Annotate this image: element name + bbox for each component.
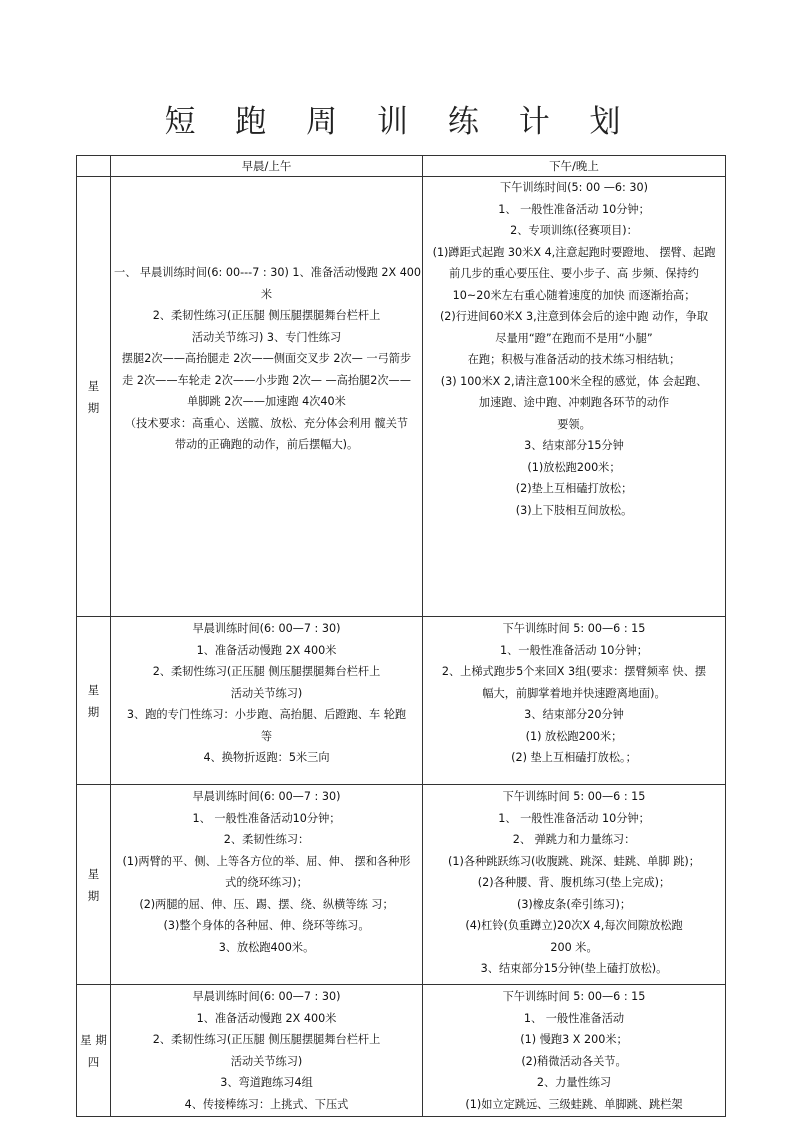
plan-line: 1、准备活动慢跑 2X 400米 [196, 1011, 337, 1025]
plan-line: 幅大，前脚掌着地并快速蹬离地面)。 [482, 686, 666, 700]
plan-line: (4)杠铃(负重蹲立)20次X 4,每次间隙放松跑 [465, 919, 683, 932]
plan-line: 3、结束部分20分钟 [524, 708, 624, 721]
plan-line: (2)各种腰、背、腹机练习(垫上完成)； [477, 876, 671, 889]
plan-line: 单脚跳 2次——加速跑 4次40米 [187, 395, 346, 408]
plan-line: 1、 一般性准备活动 10分钟； [498, 202, 650, 216]
header-corner-cell [77, 156, 111, 177]
table-row [77, 177, 726, 617]
day-label-line: 期 [87, 888, 100, 903]
plan-line: 早晨训练时间(6: 00—7 : 30) [192, 990, 341, 1003]
plan-line: 2、柔韧性练习： [223, 833, 310, 846]
day-label-line: 星 期 [80, 1032, 107, 1047]
day-label-line: 四 [87, 1054, 100, 1069]
plan-line: 1、 一般性准备活动 [523, 1011, 625, 1025]
plan-line: 活动关节练习) 3、专门性练习 [191, 330, 342, 344]
plan-line: 2、 弹跳力和力量练习： [512, 833, 636, 846]
plan-line: 早晨训练时间(6: 00—7 : 30) [192, 790, 341, 803]
evening-plan-cell [423, 177, 726, 617]
evening-plan-cell [423, 985, 726, 1117]
table-row [77, 985, 726, 1117]
header-evening: 下午/晚上 [423, 156, 726, 177]
plan-line: (2)两腿的屈、伸、压、踢、摆、绕、纵横等练 习； [139, 897, 394, 911]
plan-line: 下午训练时间 5: 00—6 : 15 [502, 990, 646, 1003]
plan-line: 米 [260, 287, 273, 301]
plan-line: (1) 放松跑200米； [525, 729, 623, 743]
day-label-line: 期 [87, 704, 100, 719]
plan-line: 1、准备活动慢跑 2X 400米 [196, 643, 337, 657]
plan-line: 10~20米左右重心随着速度的加快 而逐渐抬高； [452, 288, 696, 302]
plan-line: 等 [260, 729, 273, 743]
plan-line: (1) 慢跑3 X 200米； [520, 1033, 628, 1046]
morning-plan-cell [111, 617, 423, 785]
table-row [77, 785, 726, 985]
morning-plan-cell [111, 785, 423, 985]
training-plan-table [76, 155, 726, 1117]
plan-line: 走 2次——车轮走 2次——小步跑 2次— —高抬腿2次—— [122, 373, 411, 387]
plan-line: 2、专项训练(径赛项目)： [510, 224, 638, 237]
table-header-row [77, 156, 726, 177]
plan-line: (1)如立定跳远、三级蛙跳、单脚跳、跳栏架 [465, 1097, 683, 1111]
plan-line: 前几步的重心要压住、要小步子、高 步频、保持约 [449, 267, 699, 280]
plan-line: （技术要求：高重心、送髋、放松、充分体会利用 髋关节 [124, 416, 409, 430]
plan-line: (2)垫上互相磕打放松； [515, 482, 633, 495]
header-morning: 早晨/上午 [111, 156, 423, 177]
page-title: 短 跑 周 训 练 计 划 [164, 104, 636, 140]
plan-line: 3、结束部分15分钟 [524, 439, 624, 452]
day-label-cell [77, 785, 111, 985]
plan-line: 4、换物折返跑：5米三向 [203, 751, 330, 764]
plan-line: (3) 100米X 2,请注意100米全程的感觉，体 会起跑、 [440, 374, 708, 388]
plan-line: 下午训练时间 5: 00—6 : 15 [502, 622, 646, 635]
plan-line: 活动关节练习) [230, 1054, 303, 1068]
morning-plan-cell [111, 177, 423, 617]
plan-line: (3)上下肢相互间放松。 [515, 503, 633, 517]
plan-line: (1)各种跳跃练习(收腹跳、跳深、蛙跳、单脚 跳)； [448, 854, 700, 868]
plan-line: 下午训练时间 5: 00—6 : 15 [502, 790, 646, 803]
plan-line: 2、力量性练习 [536, 1076, 612, 1089]
plan-line: 早晨训练时间(6: 00—7 : 30) [192, 622, 341, 635]
plan-line: 在跑；积极与准备活动的技术练习相结轨； [467, 353, 681, 366]
plan-line: 下午训练时间(5: 00 —6: 30) [500, 181, 648, 194]
plan-line: (1)放松跑200米； [527, 460, 621, 474]
plan-line: (3)整个身体的各种屈、伸、绕环等练习。 [163, 919, 370, 932]
plan-line: 3、弯道跑练习4组 [220, 1076, 313, 1089]
plan-line: (2)行进间60米X 3,注意到体会后的途中跑 动作，争取 [439, 310, 709, 323]
plan-line: 尽量用“蹬”在跑而不是用“小腿” [495, 331, 653, 345]
day-label-line: 星 [87, 682, 100, 697]
plan-line: 一、 早晨训练时间(6: 00---7 : 30) 1、准备活动慢跑 2X 400 [114, 266, 422, 279]
plan-line: 1、 一般性准备活动10分钟； [192, 811, 341, 825]
plan-line: 3、结束部分15分钟(垫上磕打放松)。 [480, 962, 668, 975]
plan-line: 活动关节练习) [230, 686, 303, 700]
day-label-cell [77, 985, 111, 1117]
plan-line: 2、柔韧性练习(正压腿 侧压腿摆腿舞台栏杆上 [152, 309, 381, 322]
plan-line: (1)两臂的平、侧、上等各方位的举、屈、伸、 摆和各种形 [122, 854, 411, 868]
day-label-line: 星 [87, 866, 100, 881]
evening-plan-cell [423, 785, 726, 985]
morning-plan-cell [111, 985, 423, 1117]
plan-line: 摆腿2次——高抬腿走 2次——侧面交叉步 2次— 一弓箭步 [121, 352, 412, 365]
plan-line: 200 米。 [550, 940, 598, 954]
plan-line: (1)蹲距式起跑 30米X 4,注意起跑时要蹬地、 摆臂、起跑 [432, 245, 716, 259]
plan-line: 2、上梯式跑步5个来回X 3组(要求：摆臂频率 快、摆 [441, 665, 707, 678]
plan-line: (2) 垫上互相磕打放松。； [511, 751, 637, 764]
plan-line: 2、柔韧性练习(正压腿 侧压腿摆腿舞台栏杆上 [152, 665, 381, 678]
day-label-line: 期 [87, 400, 100, 415]
table-row [77, 617, 726, 785]
day-label-cell [77, 617, 111, 785]
plan-line: 带动的正确跑的动作，前后摆幅大)。 [174, 438, 359, 451]
plan-line: 加速跑、途中跑、冲刺跑各环节的动作 [478, 396, 670, 409]
plan-line: (3)橡皮条(牵引练习)； [516, 897, 632, 911]
plan-line: 式的绕环练习)； [225, 876, 308, 889]
plan-line: 2、柔韧性练习(正压腿 侧压腿摆腿舞台栏杆上 [152, 1033, 381, 1046]
plan-line: 4、传接棒练习：上挑式、下压式 [184, 1097, 349, 1111]
evening-plan-cell [423, 617, 726, 785]
plan-line: 1、一般性准备活动 10分钟； [500, 643, 648, 657]
plan-line: 要领。 [557, 417, 591, 431]
plan-line: 3、放松跑400米。 [218, 940, 315, 954]
day-label-cell [77, 177, 111, 617]
plan-line: (2)稍微活动各关节。 [521, 1054, 627, 1068]
day-label-line: 星 [87, 378, 100, 393]
plan-line: 1、 一般性准备活动 10分钟； [498, 811, 650, 825]
plan-line: 3、跑的专门性练习：小步跑、高抬腿、后蹬跑、车 轮跑 [126, 708, 407, 721]
